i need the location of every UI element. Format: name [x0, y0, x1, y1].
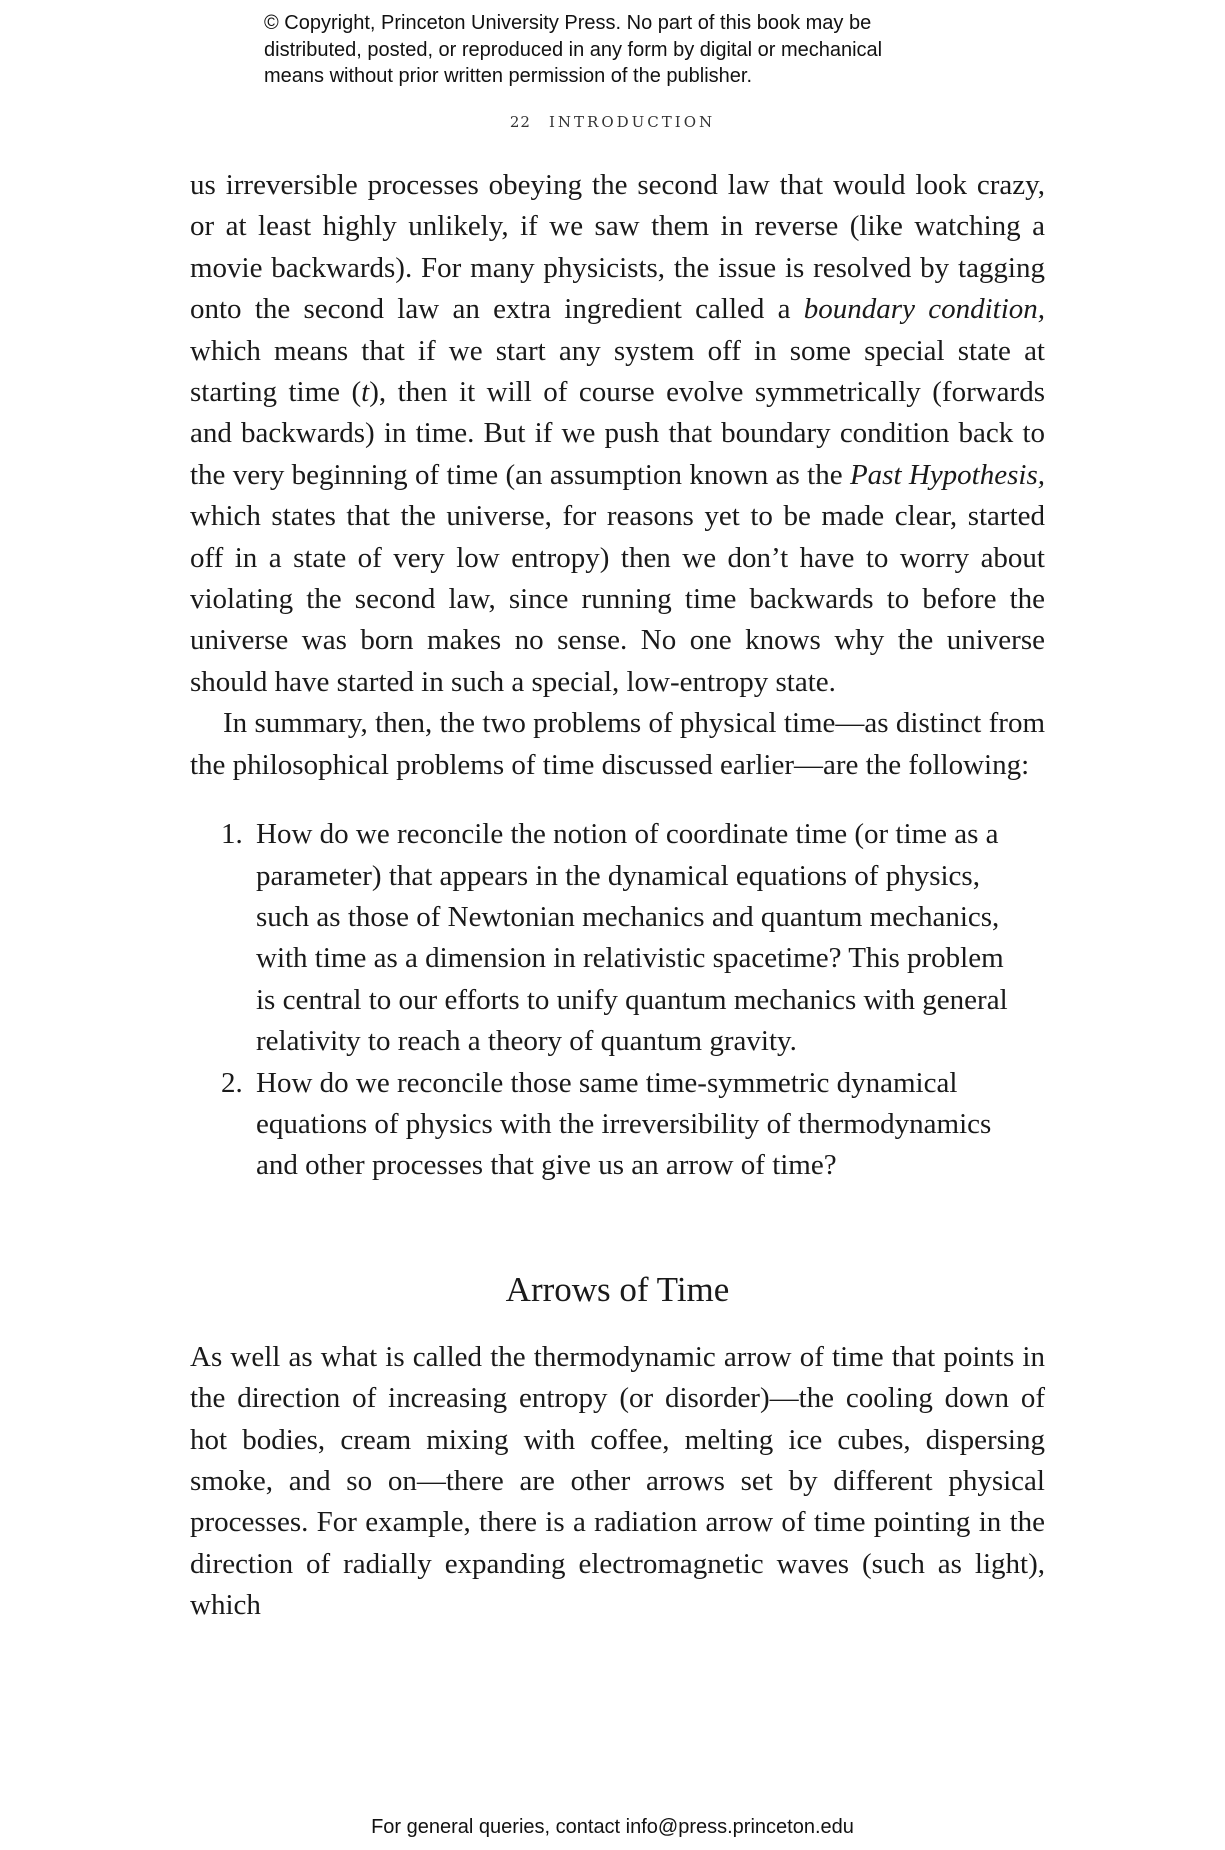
body-text: [190, 165, 1045, 1627]
copyright-line-1: © Copyright, Princeton University Press. No part of this book may be: [264, 12, 872, 34]
list-item-text: How do we reconcile those same time-symmetric dynamical equations of physics with the irreversibility of thermodynamics and other processes that give us an arrow of time?: [256, 1066, 992, 1182]
footer-contact: For general queries, contact info@press.princeton.edu: [371, 1816, 854, 1838]
italic-term-boundary-condition: boundary condition,: [803, 293, 1045, 326]
paragraph-text: which states that the universe, for reasons yet to be made clear, started off in a state of very low entropy) then we don’t have to worry about violating the second law, since running time backwards to before the universe was born makes no sense. No one knows why the universe should have started in such a special, low-entropy state.: [190, 500, 1045, 698]
page-number: 22: [509, 113, 531, 131]
italic-variable-t: t: [361, 376, 370, 409]
section-heading: Arrows of Time: [505, 1269, 730, 1309]
copyright-notice: [264, 10, 984, 90]
list-item: [221, 814, 1045, 1062]
list-item: [221, 1063, 1045, 1187]
running-head-section: INTRODUCTION: [548, 113, 716, 131]
paragraph-text: which means that if we start any system off in some special state at starting time (: [190, 334, 1045, 409]
copyright-line-2: distributed, posted, or reproduced in any form by digital or mechanical: [264, 38, 883, 61]
copyright-line-3: means without prior written permission of the publisher.: [264, 65, 753, 87]
list-item-number: 2.: [221, 1066, 243, 1099]
paragraph-arrows: As well as what is called the thermodynamic arrow of time that points in the direction of increasing entropy (or disorder)—the cooling down of hot bodies, cream mixing with coffee, melting ice cubes, dispersing smoke, and so on—there are other arrows set by different physical processes. For example, there is a radiation arrow of time pointing in the direction of radially expanding electromagnetic waves (such as light), which: [190, 1340, 1045, 1622]
running-head: [0, 113, 1225, 131]
list-item-number: 1.: [221, 818, 243, 851]
italic-term-past-hypothesis: Past Hypothesis,: [849, 458, 1045, 491]
paragraph-summary: In summary, then, the two problems of physical time—as distinct from the philosophical problems of time discussed earlier—are the following:: [190, 707, 1045, 781]
problems-list: [190, 814, 1045, 1187]
paragraph-text: us irreversible processes obeying the second law that would look crazy, or at least highly unlikely, if we saw them in reverse (like watching a movie backwards). For many physicists, the issue is resolved by tagging onto the second law an extra ingredient called a: [190, 169, 1045, 326]
paragraph-text: ), then it will of course evolve symmetrically (forwards and backwards) in time. But if we push that boundary condition back to the very beginning of time (an assumption known as the: [190, 376, 1045, 491]
list-item-text: How do we reconcile the notion of coordinate time (or time as a parameter) that appears in the dynamical equations of physics, such as those of Newtonian mechanics and quantum mechanics, with time as a dimension in relativistic spacetime? This problem is central to our efforts to unify quantum mechanics with general relativity to reach a theory of quantum gravity.: [256, 818, 1008, 1058]
paragraph-continuation: [190, 165, 1045, 703]
